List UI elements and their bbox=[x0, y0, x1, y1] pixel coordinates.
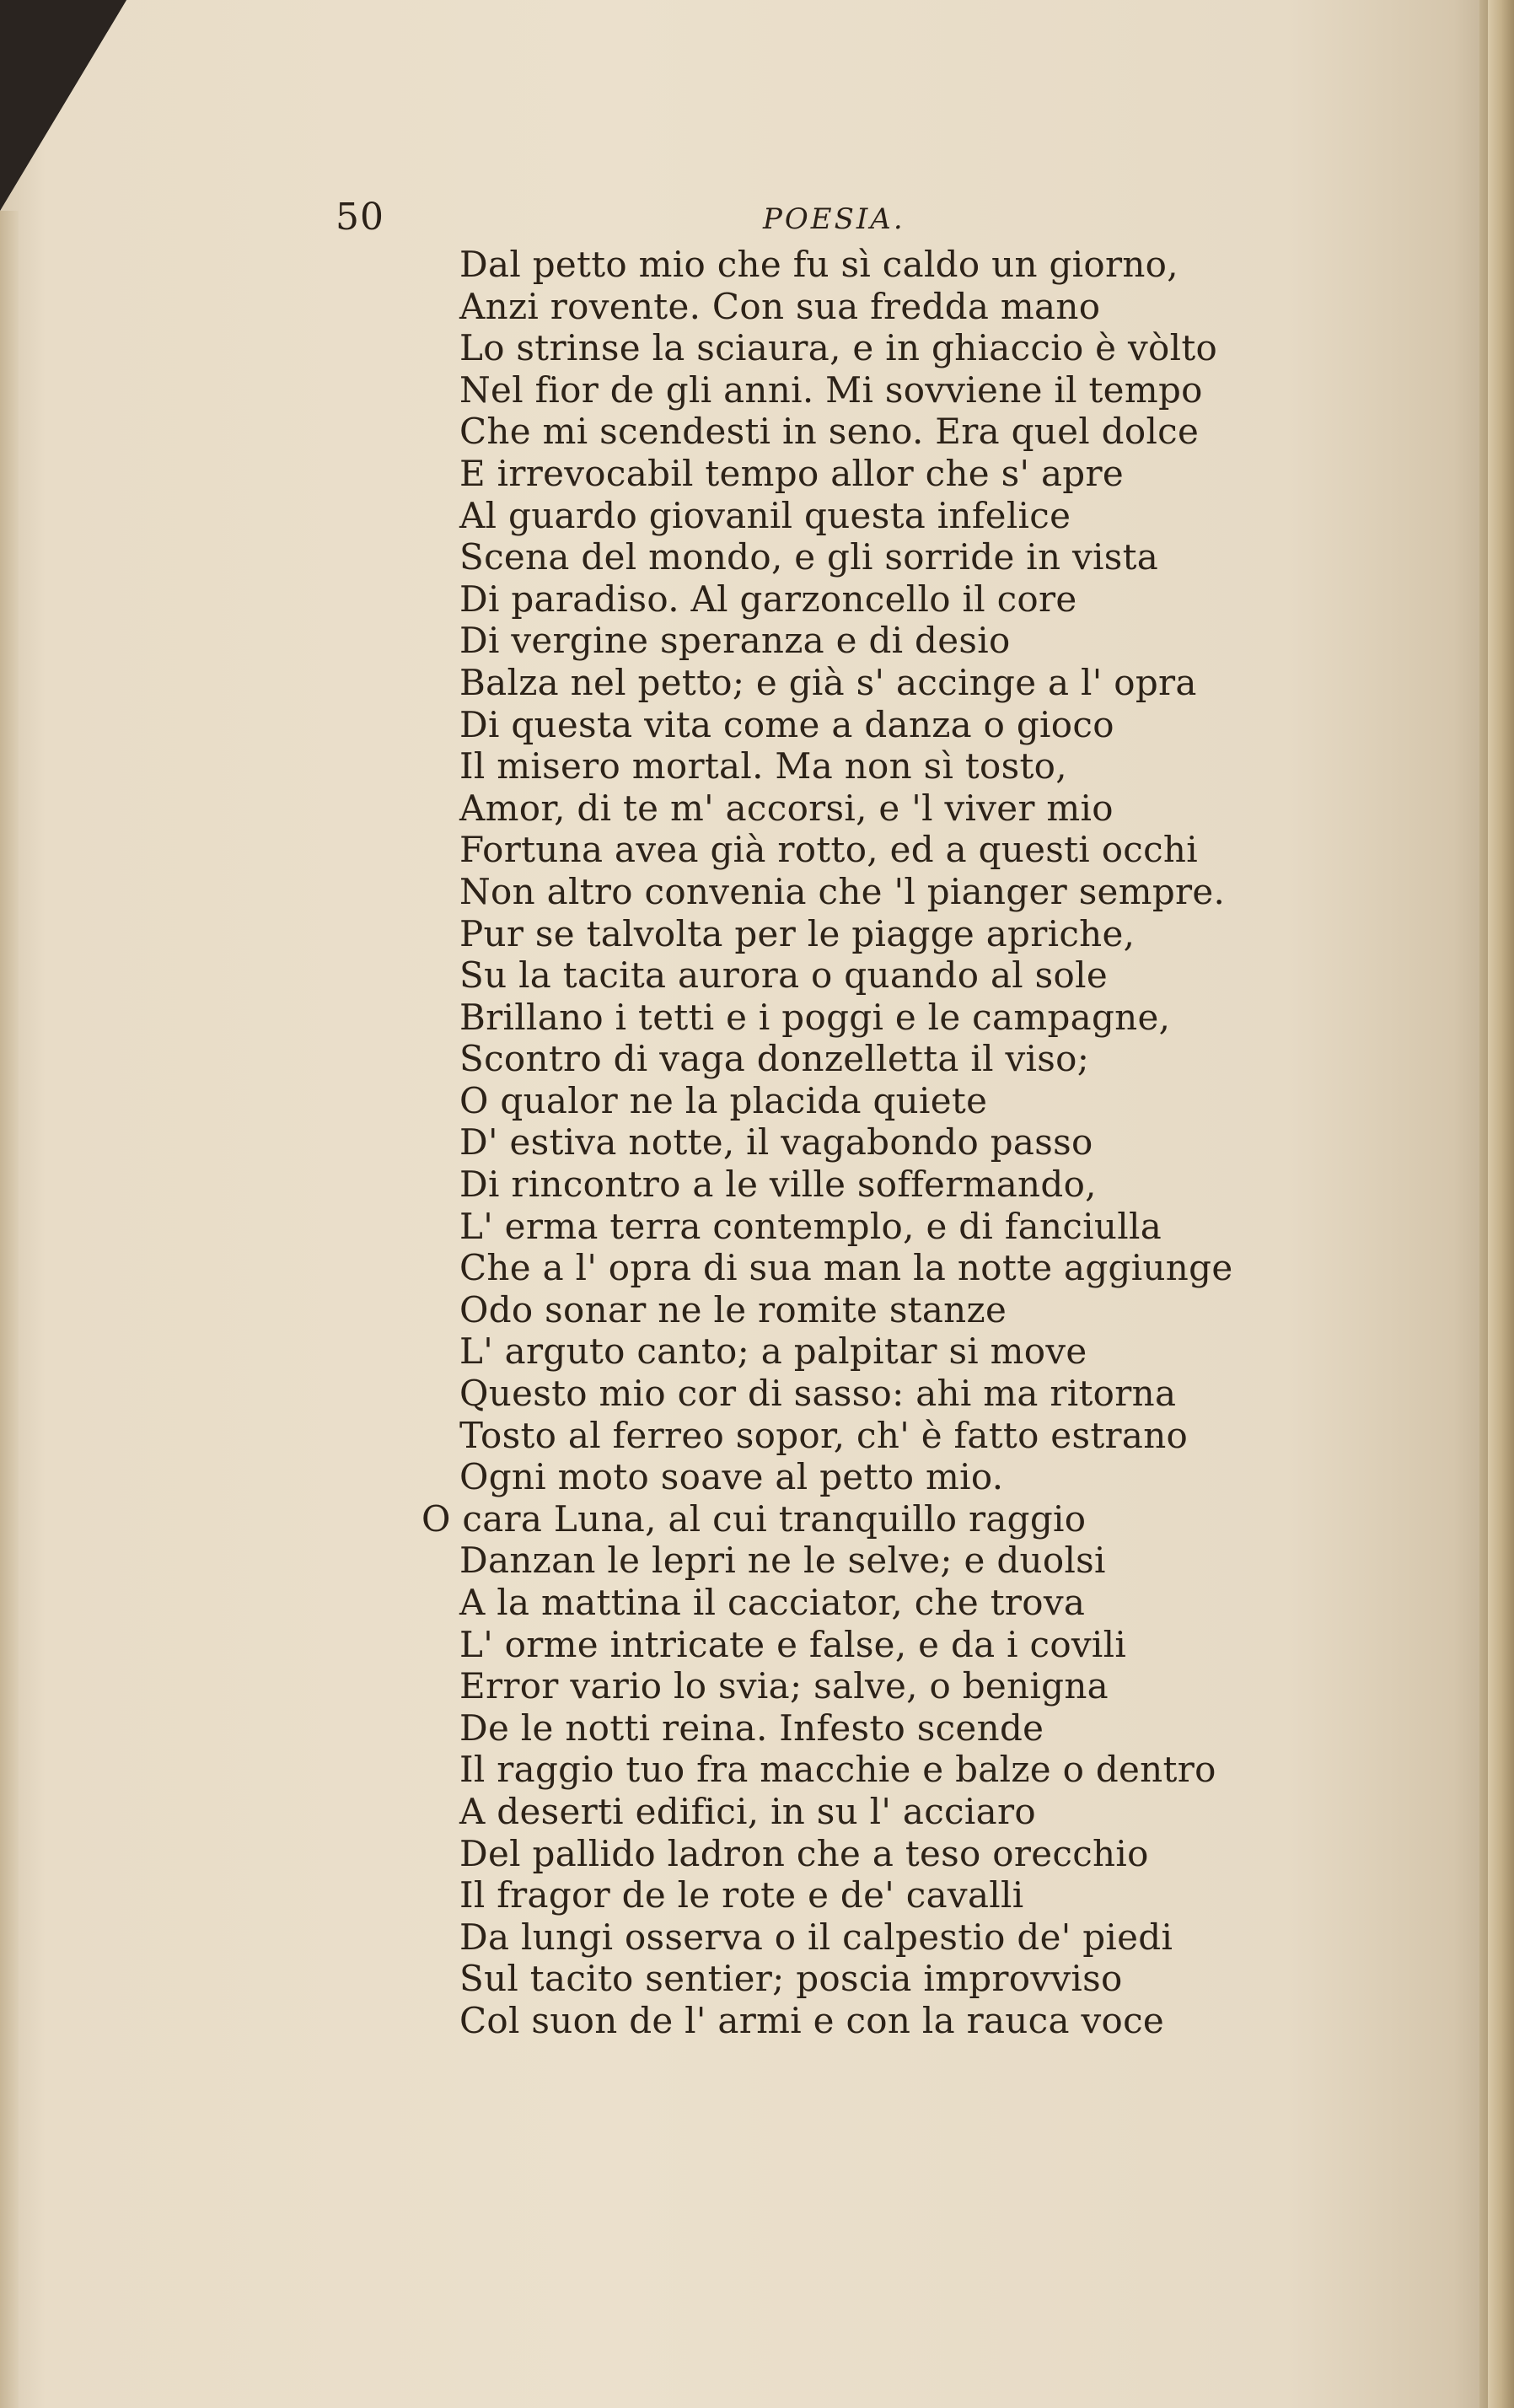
poem-line: Da lungi osserva o il calpestio de' piedi bbox=[459, 1916, 1173, 1958]
poem-line: De le notti reina. Infesto scende bbox=[459, 1707, 1044, 1749]
poem-line: Di paradiso. Al garzoncello il core bbox=[459, 578, 1077, 620]
poem-line: Al guardo giovanil questa infelice bbox=[459, 494, 1071, 536]
page-number: 50 bbox=[336, 196, 384, 239]
poem-line: Brillano i tetti e i poggi e le campagne, bbox=[459, 996, 1171, 1038]
poem-line: Su la tacita aurora o quando al sole bbox=[459, 954, 1108, 997]
poem-line: Il misero mortal. Ma non sì tosto, bbox=[459, 745, 1067, 787]
poem-line: Scontro di vaga donzelletta il viso; bbox=[459, 1038, 1090, 1080]
poem-line: Non altro convenia che 'l pianger sempre. bbox=[459, 870, 1226, 912]
poem-line: Scena del mondo, e gli sorride in vista bbox=[459, 536, 1159, 578]
poem-line: Balza nel petto; e già s' accinge a l' opra bbox=[459, 661, 1197, 703]
poem-line: Lo strinse la sciaura, e in ghiaccio è vòlto bbox=[459, 327, 1218, 369]
poem-line: L' orme intricate e false, e da i covili bbox=[459, 1623, 1127, 1665]
poem-line: A la mattina il cacciator, che trova bbox=[459, 1582, 1086, 1623]
poem-line: Tosto al ferreo sopor, ch' è fatto estrano bbox=[459, 1414, 1189, 1456]
poem-line: Di rincontro a le ville soffermando, bbox=[459, 1164, 1097, 1206]
page-left-edge bbox=[0, 211, 19, 2408]
poem-line: Di vergine speranza e di desio bbox=[459, 620, 1011, 662]
poem-line: Che a l' opra di sua man la notte aggiunge bbox=[459, 1247, 1233, 1289]
poem-line: O qualor ne la placida quiete bbox=[459, 1079, 988, 1121]
page-right-edge bbox=[1488, 0, 1514, 2408]
poem-line: Amor, di te m' accorsi, e 'l viver mio bbox=[459, 787, 1114, 829]
poem-line: Dal petto mio che fu sì caldo un giorno, bbox=[459, 244, 1178, 285]
poem-line: E irrevocabil tempo allor che s' apre bbox=[459, 452, 1125, 494]
poem-line: Il raggio tuo fra macchie e balze o dentro bbox=[459, 1749, 1216, 1791]
poem-line: Sul tacito sentier; poscia improvviso bbox=[459, 1958, 1123, 2000]
stanza-first-line: O cara Luna, al cui tranquillo raggio bbox=[421, 1497, 1087, 1540]
poem-text bbox=[421, 244, 1302, 2042]
poem-line: Che mi scendesti in seno. Era quel dolce bbox=[459, 411, 1200, 453]
poem-line: L' erma terra contemplo, e di fanciulla bbox=[459, 1205, 1162, 1247]
poem-line: Odo sonar ne le romite stanze bbox=[459, 1288, 1007, 1330]
poem-line: Questo mio cor di sasso: ahi ma ritorna bbox=[459, 1373, 1177, 1415]
poem-line: Error vario lo svia; salve, o benigna bbox=[459, 1665, 1109, 1707]
poem-line: Danzan le lepri ne le selve; e duolsi bbox=[459, 1540, 1106, 1582]
poem-line: A deserti edifici, in su l' acciaro bbox=[459, 1790, 1036, 1832]
running-head: POESIA. bbox=[763, 202, 905, 236]
poem-line: Pur se talvolta per le piagge apriche, bbox=[459, 912, 1136, 954]
poem-line: Anzi rovente. Con sua fredda mano bbox=[459, 285, 1101, 327]
poem-line: D' estiva notte, il vagabondo passo bbox=[459, 1121, 1093, 1164]
poem-line: Col suon de l' armi e con la rauca voce bbox=[459, 1999, 1165, 2041]
poem-line: Di questa vita come a danza o gioco bbox=[459, 703, 1114, 745]
poem-line: Del pallido ladron che a teso orecchio bbox=[459, 1832, 1149, 1874]
poem-line: Nel fior de gli anni. Mi sovviene il tempo bbox=[459, 368, 1203, 411]
poem-line: Il fragor de le rote e de' cavalli bbox=[459, 1874, 1024, 1916]
poem-line: Fortuna avea già rotto, ed a questi occhi bbox=[459, 829, 1199, 871]
poem-line: Ogni moto soave al petto mio. bbox=[459, 1456, 1004, 1498]
page-corner-cut bbox=[0, 0, 126, 211]
poem-line: L' arguto canto; a palpitar si move bbox=[459, 1330, 1087, 1373]
